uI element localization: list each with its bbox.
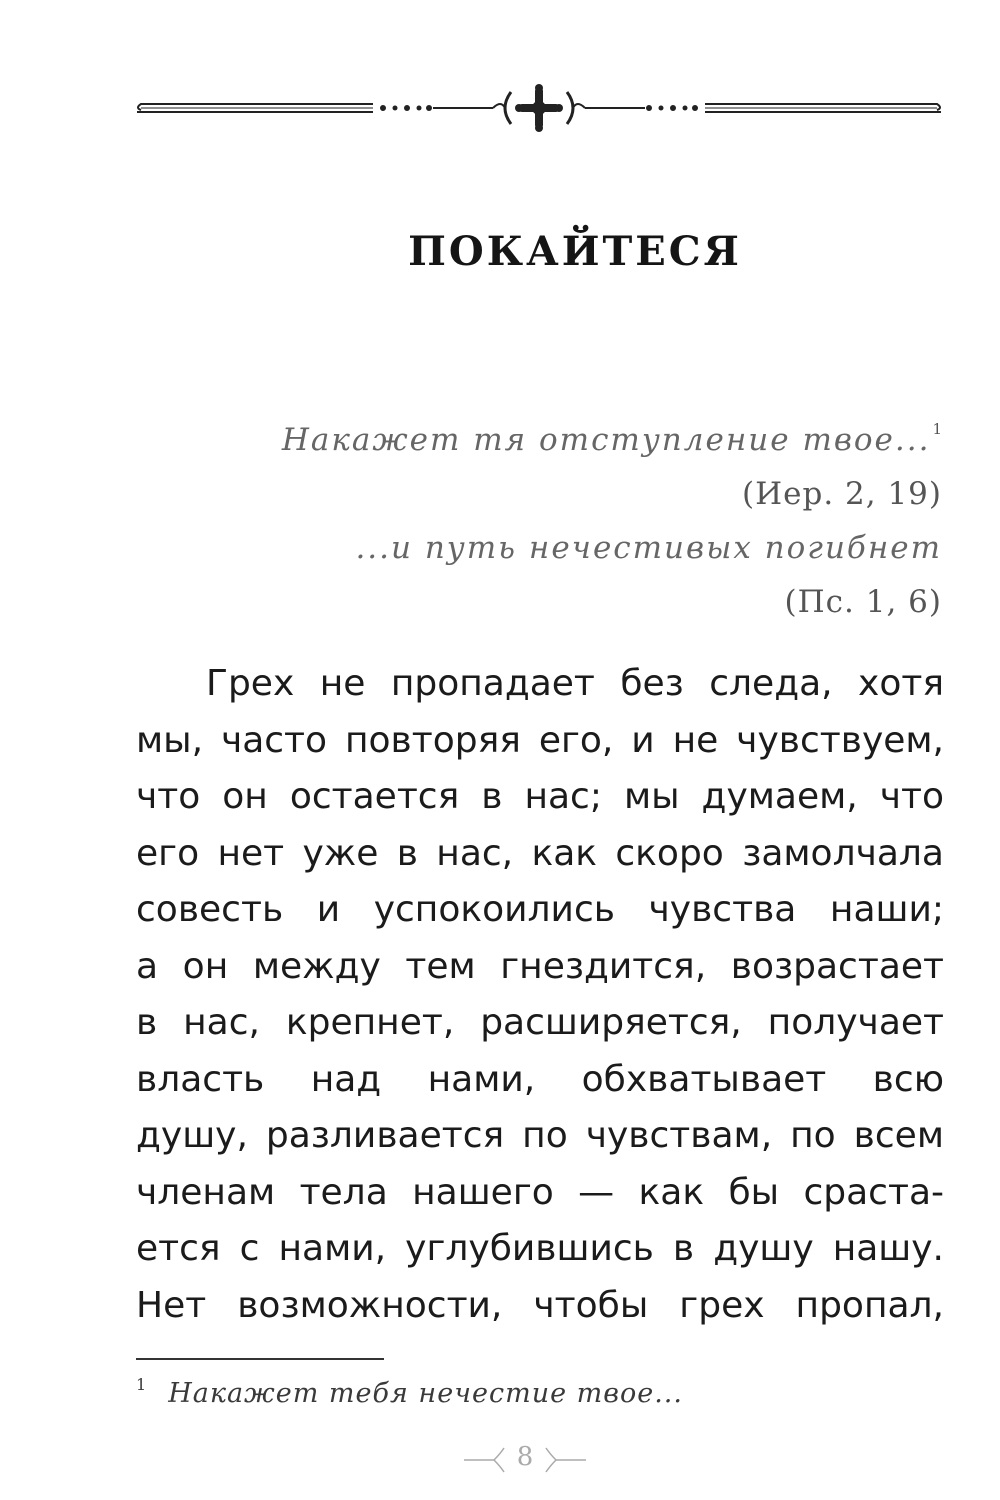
footnote-text: Накажет тебя нечестие твое...: [168, 1378, 683, 1409]
page-title: ПОКАЙТЕСЯ: [408, 228, 742, 275]
body-line: его нет уже в нас, как скоро замолчала: [136, 832, 944, 874]
body-line: Нет возможности, чтобы грех пропал,: [136, 1284, 944, 1326]
epigraph-quote-1: [282, 402, 942, 467]
epigraph-quote-1-text: Накажет тя отступление твое...: [281, 422, 931, 458]
body-line: власть над нами, обхватывает всю: [136, 1058, 944, 1100]
epigraph-reference-1: (Иер. 2, 19): [742, 476, 942, 512]
body-line: совесть и успокоились чувства наши;: [136, 889, 944, 930]
body-line: Грех не пропадает без следа, хотя: [206, 663, 944, 704]
body-line: душу, разливается по чувствам, по всем: [136, 1115, 944, 1156]
body-line: ется с нами, углубившись в душу нашу.: [136, 1228, 944, 1269]
footnote-marker: 1: [932, 420, 942, 438]
body-paragraph: [136, 656, 944, 1334]
footnote-divider: [136, 1358, 384, 1360]
footnote: [136, 1375, 683, 1409]
ornamental-divider-cross-icon: [133, 78, 945, 138]
body-line: мы, часто повторяя его, и не чувствуем,: [136, 719, 944, 761]
body-line: в нас, крепнет, расширяется, получает: [136, 1002, 944, 1043]
epigraph-quote-2: ...и путь нечестивых погибнет: [355, 530, 942, 566]
epigraph: [282, 402, 942, 629]
body-line: что он остается в нас; мы думаем, что: [136, 776, 944, 817]
page-number-block: [460, 1440, 590, 1480]
footnote-number: 1: [136, 1375, 147, 1394]
page-number: 8: [516, 1442, 534, 1472]
epigraph-reference-2: (Пс. 1, 6): [784, 584, 942, 620]
body-line: членам тела нашего — как бы сраста-: [136, 1171, 944, 1213]
body-line: а он между тем гнездится, возрастает: [136, 945, 944, 987]
